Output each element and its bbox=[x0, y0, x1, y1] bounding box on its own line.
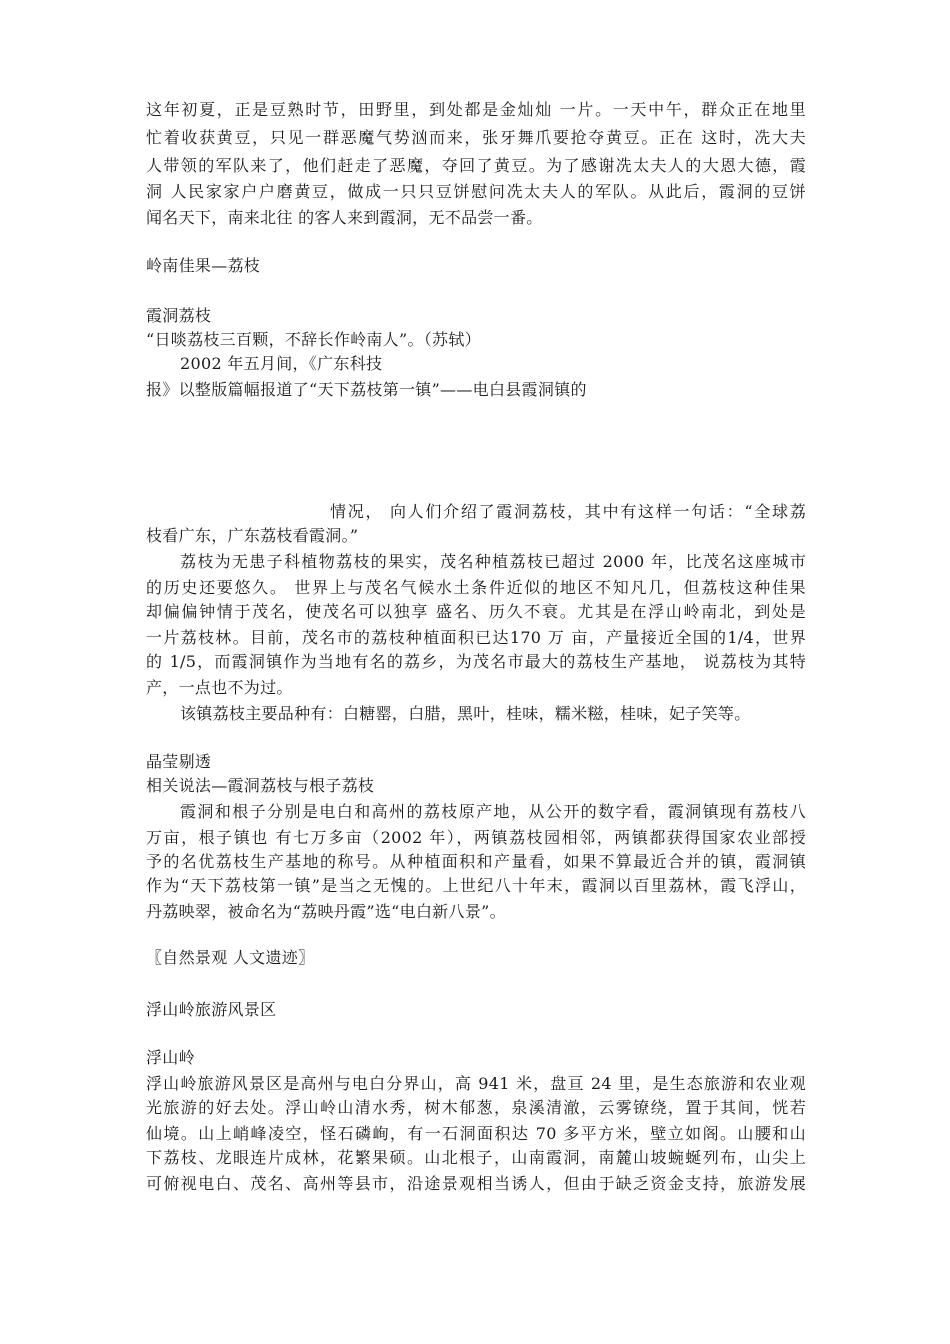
heading-crystal-clear: 晶莹剔透 bbox=[146, 752, 212, 771]
paragraph-line: 情况， 向人们介绍了霞洞荔枝，其中有这样一句话：“全球荔 bbox=[330, 502, 806, 521]
paragraph-line: 产，一点也不为过。 bbox=[146, 678, 293, 697]
paragraph-line: 荔枝为无患子科植物荔枝的果实，茂名种植荔枝已超过 2000 年，比茂名这座城市 bbox=[180, 552, 806, 571]
paragraph-line: 丹荔映翠，被命名为“荔映丹霞”选“电白新八景”。 bbox=[146, 902, 506, 921]
paragraph-line: 却偏偏钟情于茂名，使茂名可以独享 盛名、历久不衰。尤其是在浮山岭南北，到处是 bbox=[146, 602, 806, 621]
paragraph-line: 浮山岭旅游风景区是高州与电白分界山，高 941 米，盘亘 24 里，是生态旅游和农业观 bbox=[146, 1074, 806, 1093]
paragraph-line: 的 1/5，而霞洞镇作为当地有名的荔乡，为茂名市最大的荔枝生产基地， 说荔枝为其特 bbox=[146, 652, 806, 671]
paragraph-line: 一片荔枝林。目前，茂名市的荔枝种植面积已达170 万 亩，产量接近全国的1/4，世界 bbox=[146, 628, 806, 647]
paragraph-line: 作为“天下荔枝第一镇”是当之无愧的。上世纪八十年末，霞洞以百里荔林，霞飞浮山， bbox=[146, 876, 806, 895]
paragraph-line: 可俯视电白、茂名、高州等县市，沿途景观相当诱人，但由于缺乏资金支持，旅游发展 bbox=[146, 1174, 806, 1193]
heading-lingnan-fruit: 岭南佳果—荔枝 bbox=[146, 256, 261, 275]
paragraph-line: 2002 年五月间，《广东科技 bbox=[180, 354, 383, 373]
paragraph-line: 万亩，根子镇也 有七万多亩（2002 年），两镇荔枝园相邻，两镇都获得国家农业部授 bbox=[146, 828, 806, 847]
paragraph-line: 该镇荔枝主要品种有：白糖罂，白腊，黑叶，桂味，糯米糍，桂味，妃子笑等。 bbox=[180, 704, 751, 723]
paragraph-line: 闻名天下，南来北往 的客人来到霞洞，无不品尝一番。 bbox=[146, 208, 543, 227]
section-heading: 〖自然景观 人文遗迹〗 bbox=[146, 948, 315, 967]
paragraph-line: 下荔枝、龙眼连片成林，花繁果硕。山北根子，山南霞洞，南麓山坡蜿蜒列布，山尖上 bbox=[146, 1148, 806, 1167]
paragraph-line: 的历史还要悠久。 世界上与茂名气候水土条件近似的地区不知凡几，但荔枝这种佳果 bbox=[146, 578, 806, 597]
heading-xiadong-lychee: 霞洞荔枝 bbox=[146, 306, 212, 325]
paragraph-line: 人带领的军队来了，他们赶走了恶魔，夺回了黄豆。为了感谢冼太夫人的大恩大德，霞 bbox=[146, 156, 806, 175]
paragraph-line: 光旅游的好去处。浮山岭山清水秀，树木郁葱，泉溪清澈，云雾镣绕，置于其间，恍若 bbox=[146, 1098, 806, 1117]
heading-related-sayings: 相关说法—霞洞荔枝与根子荔枝 bbox=[146, 776, 375, 795]
paragraph-line: 洞 人民家家户户磨黄豆，做成一只只豆饼慰问冼太夫人的军队。从此后，霞洞的豆饼 bbox=[146, 182, 806, 201]
quote-line: “日啖荔枝三百颗，不辞长作岭南人”。（苏轼） bbox=[146, 330, 481, 349]
paragraph-line: 枝看广东，广东荔枝看霞洞。” bbox=[146, 526, 359, 545]
paragraph-line: 仙境。山上峭峰凌空，怪石磷峋，有一石洞面积达 70 多平方米，壁立如阁。山腰和山 bbox=[146, 1124, 806, 1143]
heading-fushanling-scenic-area: 浮山岭旅游风景区 bbox=[146, 1000, 277, 1019]
paragraph-line: 这年初夏，正是豆熟时节，田野里，到处都是金灿灿 一片。一天中午，群众正在地里 bbox=[146, 100, 806, 119]
paragraph-line: 忙着收获黄豆，只见一群恶魔气势汹而来，张牙舞爪要抢夺黄豆。正在 这时，冼大夫 bbox=[146, 128, 806, 147]
paragraph-line: 霞洞和根子分别是电白和高州的荔枝原产地，从公开的数字看，霞洞镇现有荔枝八 bbox=[180, 802, 806, 821]
paragraph-line: 予的名优荔枝生产基地的称号。从种植面积和产量看，如果不算最近合并的镇，霞洞镇 bbox=[146, 852, 806, 871]
heading-fushanling: 浮山岭 bbox=[146, 1048, 195, 1067]
paragraph-line: 报》以整版篇幅报道了“天下荔枝第一镇”——电白县霞洞镇的 bbox=[146, 380, 587, 399]
